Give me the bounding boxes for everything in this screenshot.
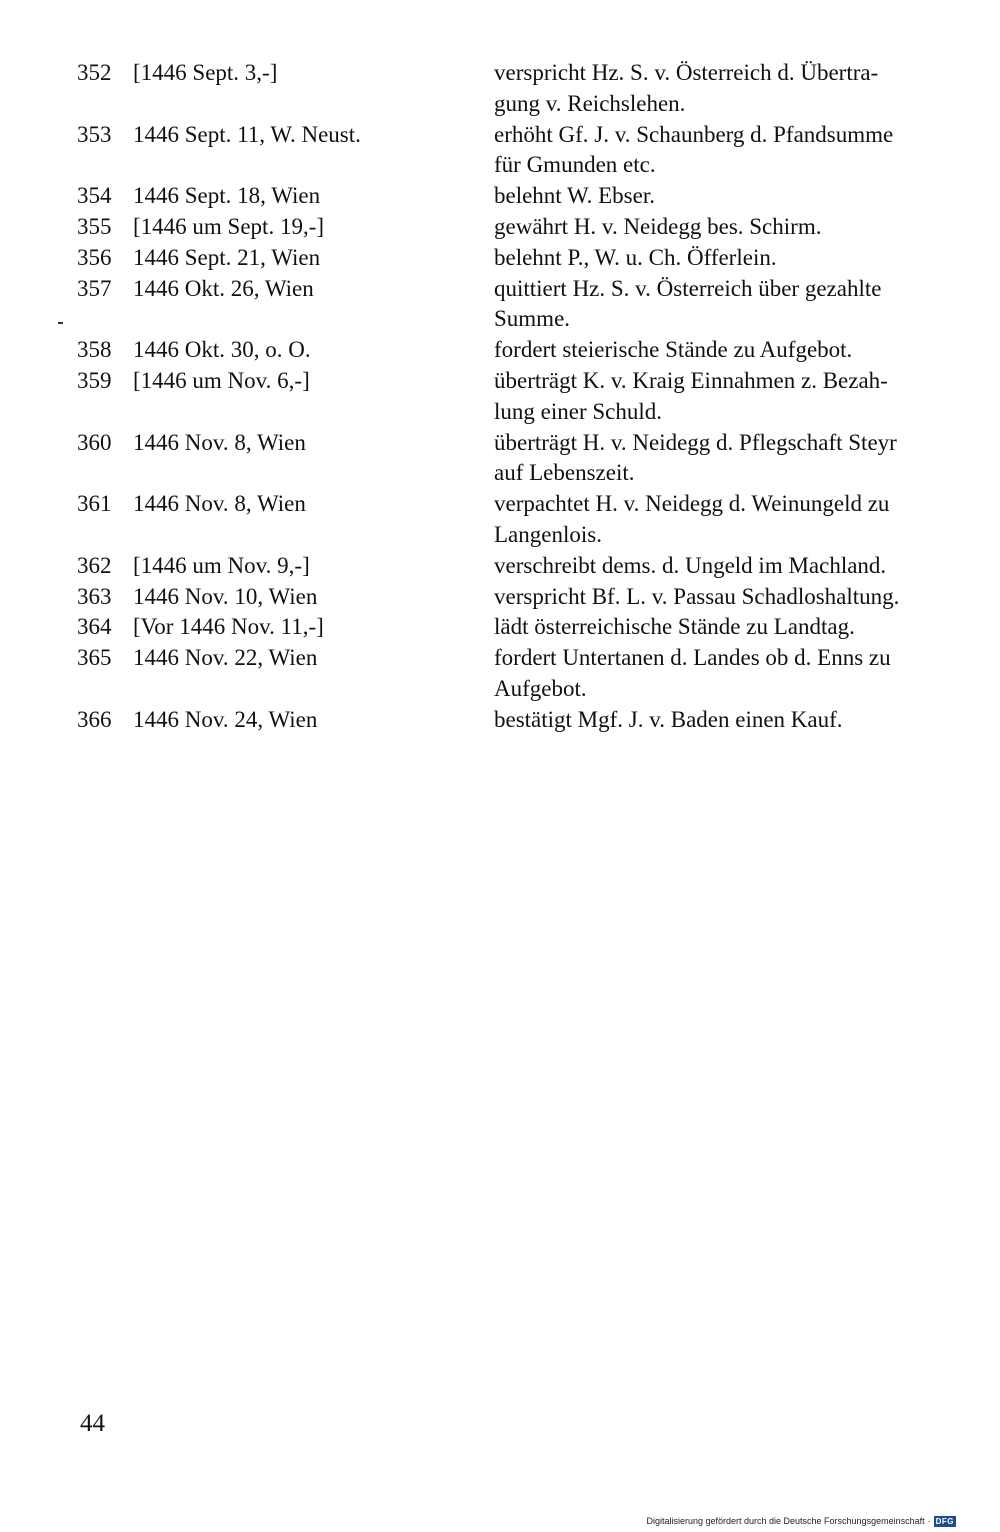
entry-365 xyxy=(0,643,1000,705)
page-number: 44 xyxy=(80,1410,105,1437)
entry-360 xyxy=(0,428,1000,490)
entry-358 xyxy=(0,335,1000,366)
entry-description: fordert steierische Stände zu Aufgebot. xyxy=(494,337,853,363)
entry-description: gewährt H. v. Neidegg bes. Schirm. xyxy=(494,213,822,239)
entry-number: 356 xyxy=(77,244,112,270)
entry-description: überträgt H. v. Neidegg d. Pflegschaft Steyr auf Lebenszeit. xyxy=(494,429,897,486)
digitization-credit xyxy=(646,1515,956,1527)
entry-number: 360 xyxy=(77,429,112,455)
entry-number: 354 xyxy=(77,183,112,209)
entry-description: bestätigt Mgf. J. v. Baden einen Kauf. xyxy=(494,706,843,732)
entry-number: 359 xyxy=(77,367,112,393)
entry-359 xyxy=(0,366,1000,428)
entry-date: 1446 Nov. 8, Wien xyxy=(133,429,306,455)
entry-date: [1446 um Nov. 9,-] xyxy=(133,552,310,578)
entry-date: [1446 um Nov. 6,-] xyxy=(133,367,310,393)
entry-number: 352 xyxy=(77,60,112,85)
entry-354 xyxy=(0,181,1000,212)
entry-date: 1446 Nov. 10, Wien xyxy=(133,583,318,609)
entry-number: 358 xyxy=(77,337,112,363)
entry-357 xyxy=(0,274,1000,336)
entry-description: verpachtet H. v. Neidegg d. Weinungeld zu Langenlois. xyxy=(494,491,890,547)
entry-353 xyxy=(0,120,1000,182)
entry-description: fordert Untertanen d. Landes ob d. Enns zu Aufgebot. xyxy=(494,645,891,701)
entry-description: verschreibt dems. d. Ungeld im Machland. xyxy=(494,552,887,578)
entry-364 xyxy=(0,612,1000,643)
entry-355 xyxy=(0,212,1000,243)
dfg-logo: DFG xyxy=(935,1516,954,1526)
credit-text: Digitalisierung gefördert durch die Deutsche Forschungsgemeinschaft xyxy=(646,1516,925,1526)
entry-date: 1446 Okt. 30, o. O. xyxy=(133,337,311,363)
entry-number: 362 xyxy=(77,552,112,578)
entry-description: belehnt P., W. u. Ch. Öfferlein. xyxy=(494,244,777,270)
entry-date: 1446 Sept. 11, W. Neust. xyxy=(133,121,361,147)
entry-date: [Vor 1446 Nov. 11,-] xyxy=(133,614,324,640)
entry-date: 1446 Nov. 24, Wien xyxy=(133,706,318,732)
credit-separator: · xyxy=(927,1516,931,1526)
entry-number: 353 xyxy=(77,121,112,147)
entry-date: 1446 Sept. 21, Wien xyxy=(133,244,321,270)
entry-number: 366 xyxy=(77,706,112,732)
entry-description: erhöht Gf. J. v. Schaunberg d. Pfandsumme für Gmunden etc. xyxy=(494,121,894,178)
entry-date: 1446 Nov. 22, Wien xyxy=(133,645,318,671)
entry-description: quittiert Hz. S. v. Österreich über gezahlte Summe. xyxy=(494,275,882,332)
entry-description: lädt österreichische Stände zu Landtag. xyxy=(494,614,855,640)
entry-352 xyxy=(0,58,1000,120)
entry-date: [1446 um Sept. 19,-] xyxy=(133,213,325,239)
entry-date: 1446 Sept. 18, Wien xyxy=(133,183,321,209)
entry-362 xyxy=(0,551,1000,582)
entry-date: 1446 Nov. 8, Wien xyxy=(133,491,306,517)
entry-366 xyxy=(0,705,1000,736)
entry-number: 357 xyxy=(77,275,112,301)
entry-361 xyxy=(0,489,1000,551)
entry-number: 363 xyxy=(77,583,112,609)
entry-number: 365 xyxy=(77,645,112,671)
entry-363 xyxy=(0,582,1000,613)
entry-list xyxy=(0,58,1000,736)
entry-356 xyxy=(0,243,1000,274)
entry-description: belehnt W. Ebser. xyxy=(494,183,655,209)
margin-mark xyxy=(58,322,63,324)
entry-date: [1446 Sept. 3,-] xyxy=(133,60,278,85)
entry-number: 364 xyxy=(77,614,112,640)
entry-number: 361 xyxy=(77,491,112,517)
entry-description: überträgt K. v. Kraig Einnahmen z. Bezah- lung einer Schuld. xyxy=(494,367,888,424)
entry-date: 1446 Okt. 26, Wien xyxy=(133,275,314,301)
entry-description: verspricht Hz. S. v. Österreich d. Übertra- gung v. Reichslehen. xyxy=(494,60,879,116)
entry-description: verspricht Bf. L. v. Passau Schadloshaltung. xyxy=(494,583,900,609)
entry-number: 355 xyxy=(77,213,112,239)
